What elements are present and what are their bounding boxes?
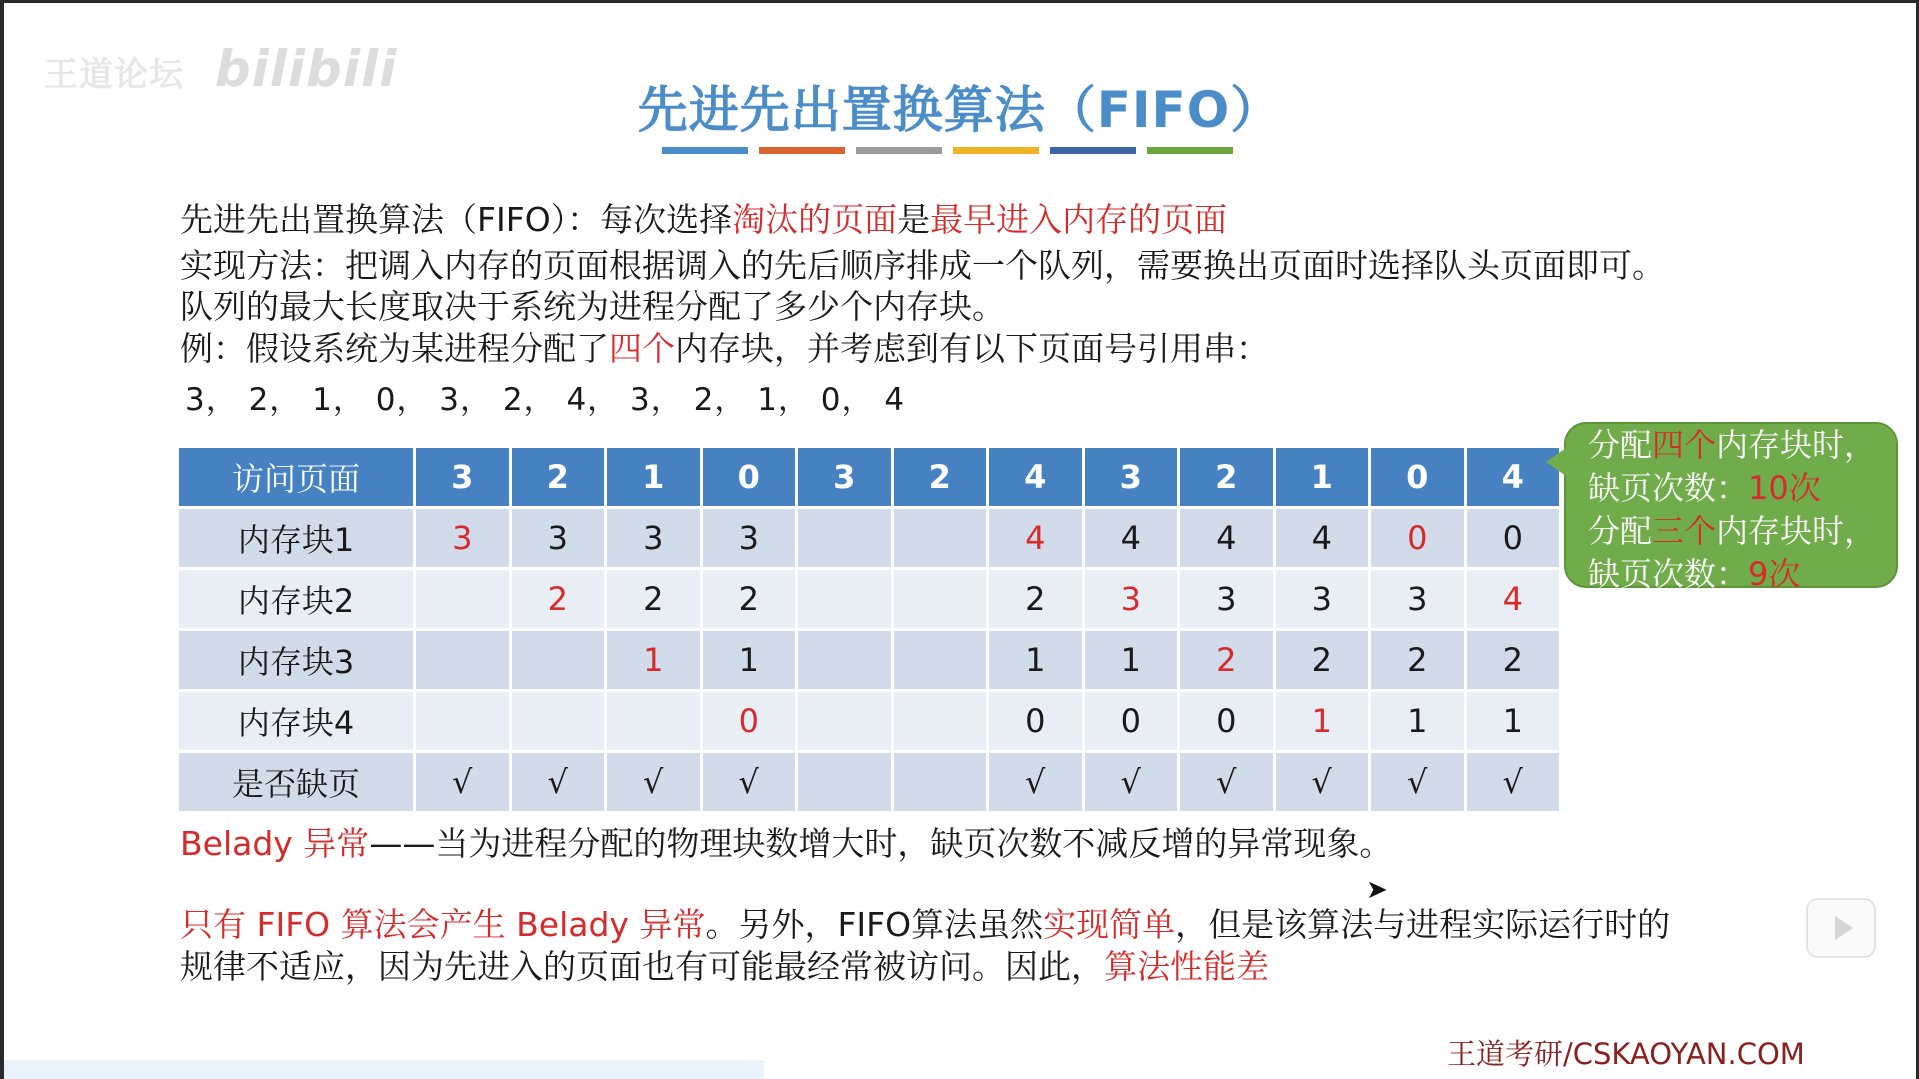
header-page-8: 3 [1083,447,1179,508]
table-cell [797,691,893,752]
table-cell: 0 [1465,508,1561,569]
table-cell: 1 [1465,691,1561,752]
play-icon[interactable] [1806,898,1876,958]
header-page-2: 2 [510,447,606,508]
header-page-6: 2 [892,447,988,508]
table-cell: 2 [1370,630,1466,691]
callout-text: 分配 [1588,426,1653,464]
table-cell: 4 [988,508,1084,569]
method-line: 实现方法：把调入内存的页面根据调入的先后顺序排成一个队列，需要换出页面时选择队头页面即可。 [180,246,1665,285]
table-cell: √ [1083,752,1179,813]
table-cell: 4 [1083,508,1179,569]
header-page-12: 4 [1465,447,1561,508]
table-cell: 3 [510,508,606,569]
definition-text: 先进先出置换算法（FIFO）：每次选择 [180,200,733,239]
frame-top [0,0,1919,3]
table-cell: √ [1370,752,1466,813]
header-label: 访问页面 [178,447,415,508]
table-cell: 1 [988,630,1084,691]
table-cell [892,569,988,630]
table-header-row [178,447,1561,508]
row-label: 内存块1 [178,508,415,569]
slide-title: 先进先出置换算法（FIFO） [637,81,1282,139]
belady-text: ——当为进程分配的物理块数增大时，缺页次数不减反增的异常现象。 [369,824,1393,863]
callout-line-4 [1588,553,1896,596]
table-cell: √ [606,752,702,813]
example-line [180,323,1269,370]
table-cell: 3 [1083,569,1179,630]
reference-sequence: 3， 2， 1， 0， 3， 2， 4， 3， 2， 1， 0， 4 [185,382,906,418]
title-bar-5 [1050,147,1136,154]
table-cell [797,752,893,813]
row-label: 内存块4 [178,691,415,752]
summary-line-1 [180,904,1670,946]
table-cell: 4 [1179,508,1275,569]
table-cell: 0 [1179,691,1275,752]
example-text: 例：假设系统为某进程分配了 [180,329,609,368]
callout-text: 缺页次数： [1588,555,1749,593]
table-cell [510,630,606,691]
table-cell: 3 [701,508,797,569]
table-cell: 3 [1179,569,1275,630]
title-bar-4 [953,147,1039,154]
callout-line-3 [1588,510,1896,553]
frame-left [0,0,4,1079]
table-cell: 2 [1274,630,1370,691]
table-cell [892,691,988,752]
table-cell: 2 [510,569,606,630]
table-cell [415,691,511,752]
table-cell: 2 [606,569,702,630]
header-page-5: 3 [797,447,893,508]
table-row [178,569,1561,630]
table-cell [797,508,893,569]
table-cell: √ [701,752,797,813]
bottom-decoration [4,1060,764,1079]
table-cell: 3 [1274,569,1370,630]
example-text-2: 内存块，并考虑到有以下页面号引用串： [675,329,1269,368]
table-cell: √ [988,752,1084,813]
table-cell: 0 [1370,508,1466,569]
table-cell: 2 [1179,630,1275,691]
table-cell [510,691,606,752]
table-row [178,752,1561,813]
summary-highlight-2: 实现简单 [1043,905,1176,944]
summary-highlight-3: 算法性能差 [1104,947,1269,986]
table-row [178,630,1561,691]
row-label: 是否缺页 [178,752,415,813]
table-row [178,508,1561,569]
callout-text: 分配 [1588,512,1653,550]
table-cell: 1 [701,630,797,691]
table-cell: √ [510,752,606,813]
fifo-table [176,445,1562,814]
header-page-3: 1 [606,447,702,508]
title-bar-3 [856,147,942,154]
table-cell: 2 [1465,630,1561,691]
summary-text-1: 。另外，FIFO算法虽然 [705,905,1044,944]
table-cell [892,630,988,691]
callout-highlight: 四个 [1652,426,1717,464]
table-row [178,691,1561,752]
table-cell: 0 [1083,691,1179,752]
fault-count-callout [1564,422,1898,593]
table-cell: 0 [701,691,797,752]
definition-highlight-1: 淘汰的页面 [732,200,898,239]
table-cell [415,569,511,630]
queue-length-line: 队列的最大长度取决于系统为进程分配了多少个内存块。 [180,287,1005,326]
summary-text-3: 规律不适应，因为先进入的页面也有可能最经常被访问。因此， [180,947,1104,986]
footer-brand: 王道考研/CSKAOYAN.COM [1447,1037,1805,1071]
cursor-icon: ➤ [1366,875,1388,905]
watermark-text: 王道论坛 [44,55,184,95]
table-cell [892,508,988,569]
table-cell [797,630,893,691]
table-cell: 1 [1370,691,1466,752]
header-page-11: 0 [1370,447,1466,508]
table-cell: 1 [1274,691,1370,752]
bilibili-logo: bilibili [214,40,398,98]
callout-line-2 [1588,467,1896,510]
header-page-1: 3 [415,447,511,508]
header-page-4: 0 [701,447,797,508]
table-cell: √ [1274,752,1370,813]
table-cell [797,569,893,630]
callout-highlight: 9次 [1748,555,1801,593]
table-cell [606,691,702,752]
definition-highlight-2: 最早进入内存的页面 [930,200,1228,239]
belady-definition [180,818,1392,865]
definition-line [180,194,1227,241]
table-cell: 2 [701,569,797,630]
row-label: 内存块3 [178,630,415,691]
table-cell: 3 [1370,569,1466,630]
title-bar-2 [759,147,845,154]
table-cell [892,752,988,813]
callout-text: 缺页次数： [1588,469,1749,507]
table-cell: 0 [988,691,1084,752]
table-cell: 2 [988,569,1084,630]
callout-line-1 [1588,424,1896,467]
summary-text-2: ，但是该算法与进程实际运行时的 [1175,905,1671,944]
belady-term: Belady 异常 [180,824,370,863]
table-cell: 3 [606,508,702,569]
table-cell [415,630,511,691]
summary-line-2 [180,946,1670,988]
callout-text: 内存块时， [1716,426,1877,464]
example-highlight: 四个 [609,329,675,368]
title-bar-1 [662,147,748,154]
callout-text: 内存块时， [1716,512,1877,550]
callout-highlight: 三个 [1652,512,1717,550]
header-page-9: 2 [1179,447,1275,508]
callout-highlight: 10次 [1748,469,1821,507]
summary-highlight-1: 只有 FIFO 算法会产生 Belady 异常 [180,905,706,944]
table-cell: 1 [606,630,702,691]
table-cell: 4 [1465,569,1561,630]
header-page-7: 4 [988,447,1084,508]
table-cell: √ [1179,752,1275,813]
title-underline-bars [662,147,1233,154]
row-label: 内存块2 [178,569,415,630]
header-page-10: 1 [1274,447,1370,508]
table-cell: 1 [1083,630,1179,691]
definition-text-2: 是 [897,200,931,239]
fifo-summary-paragraph [180,904,1670,988]
title-bar-6 [1147,147,1233,154]
table-cell: √ [1465,752,1561,813]
table-cell: √ [415,752,511,813]
table-cell: 3 [415,508,511,569]
table-cell: 4 [1274,508,1370,569]
